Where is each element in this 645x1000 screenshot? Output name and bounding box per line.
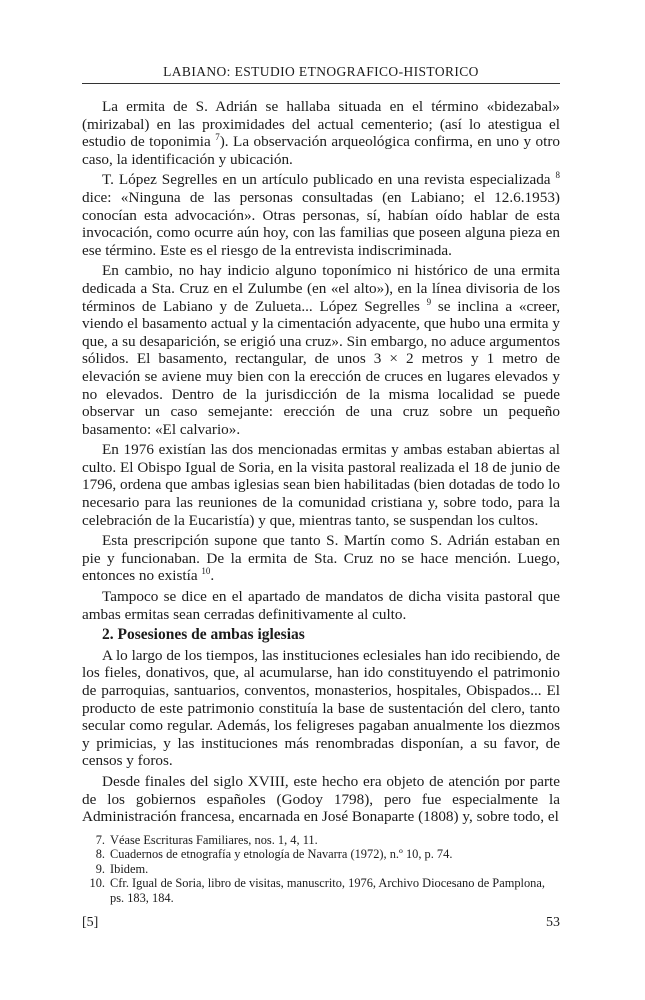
page-number: 53 <box>546 915 560 930</box>
footnote-9 <box>82 862 560 876</box>
footnote-text: Cuadernos de etnografía y etnología de Navarra (1972), n.º 10, p. 74. <box>110 847 453 862</box>
paragraph-1 <box>82 98 560 168</box>
body-text <box>82 98 560 829</box>
footnote-ref-7: 7 <box>215 132 220 143</box>
paragraph-5 <box>82 532 560 585</box>
paragraph-4: En 1976 existían las dos mencionadas ermitas y ambas estaban abiertas al culto. El Obispo Igual de Soria, en la visita pastoral realizada el 18 de junio de 1796, ordena que ambas iglesias sean bien habilitadas (bien dotadas de todo lo necesario para las reuniones de la comunidad cristiana y, sobre todo, para la celebración de la Eucaristía) y que, mientras tanto, se suspendan los cultos. <box>82 441 560 529</box>
footnote-text: Cfr. Igual de Soria, libro de visitas, manuscrito, 1976, Archivo Diocesano de Pamplona, ps. 183, 184. <box>110 876 545 905</box>
paragraph-1-text-a: La ermita de S. Adrián se hallaba situada en el término «bidezabal» (mirizabal) en las proximidades del actual cementerio; (así lo atestigua el estudio de toponimia <box>82 98 560 151</box>
footnote-8 <box>82 847 560 861</box>
footnote-ref-8: 8 <box>555 170 560 181</box>
paragraph-5-text-b: . <box>210 567 215 585</box>
footnote-10 <box>82 876 560 905</box>
running-header: LABIANO: ESTUDIO ETNOGRAFICO-HISTORICO <box>163 64 479 79</box>
footnote-number: 8. <box>95 847 105 862</box>
paragraph-1-text-b: ). La observación arqueológica confirma, en uno y otro caso, la identificación y ubicación. <box>82 133 560 168</box>
footnote-number: 7. <box>95 833 105 847</box>
paragraph-6: Tampoco se dice en el apartado de mandatos de dicha visita pastoral que ambas ermitas sean cerradas definitivamente al culto. <box>82 588 560 623</box>
paragraph-7: A lo largo de los tiempos, las instituciones eclesiales han ido recibiendo, de los fieles, donativos, que, al acumularse, han ido constituyendo el patrimonio de parroquias, santuarios, conventos, monasterios, hospitales, Obispados... El producto de este patrimonio constituía la base de sustentación del clero, tanto secular como regular. Además, los feligreses pagaban anualmente los diezmos y primicias, y las instituciones más renombradas disponían, a su favor, de censos y foros. <box>82 646 560 770</box>
footnote-text: Ibidem. <box>110 861 149 876</box>
paragraph-3-text-b: se inclina a «creer, viendo el basamento actual y la cimentación adyacente, que hubo una ermita y que, a su desaparición, se erigió una cruz». Sin embargo, no aduce argumentos sólidos. El basamento, rectangular, de unos 3 × 2 metros y 1 metro de elevación se aviene muy bien con la erección de cruces en lugares elevados y no elevados. Dentro de la jurisdicción de la misma localidad se puede observar un caso semejante: erección de una cruz sobre un pequeño basamento: «El calvario». <box>82 297 560 438</box>
footnote-ref-9: 9 <box>426 296 432 307</box>
paragraph-2-text-b: dice: «Ninguna de las personas consultadas (en Labiano; el 12.6.1953) conocían esta advocación». Otras personas, sí, habían oído hablar de esta invocación, como ocurre aún hoy, con las familias que poseen alguna pieza en ese término. Este es el riesgo de la entrevista indiscriminada. <box>82 188 560 259</box>
page-marker: [5] <box>82 915 99 930</box>
paragraph-5-text-a: Esta prescripción supone que tanto S. Martín como S. Adrián estaban en pie y funcionaban. De la ermita de Sta. Cruz no se hace mención. Luego, entonces no existía <box>82 532 560 585</box>
paragraph-8: Desde finales del siglo XVIII, este hecho era objeto de atención por parte de los gobiernos españoles (Godoy 1798), pero fue especialmente la Administración francesa, encarnada en José Bonaparte (1808) y, sobre todo, el <box>82 772 560 826</box>
paragraph-3-text-a: En cambio, no hay indicio alguno toponímico ni histórico de una ermita dedicada a Sta. Cruz en el Zulumbe (en «el alto»), en la línea divisoria de los términos de Labiano y de Zulueta... López Segrelles <box>82 262 560 315</box>
footnote-7 <box>82 833 560 847</box>
paragraph-2-text-a: T. López Segrelles en un artículo publicado en una revista especializada <box>102 171 556 189</box>
paragraph-2 <box>82 171 560 259</box>
footnote-ref-10: 10 <box>201 566 211 577</box>
header-rule <box>82 83 560 84</box>
footnote-number: 10. <box>89 876 105 891</box>
section-heading: 2. Posesiones de ambas iglesias <box>102 626 305 644</box>
paragraph-3 <box>82 262 560 438</box>
footnotes <box>82 833 560 905</box>
footnote-text: Véase Escrituras Familiares, nos. 1, 4, 11. <box>110 833 318 847</box>
footnote-number: 9. <box>95 861 105 876</box>
